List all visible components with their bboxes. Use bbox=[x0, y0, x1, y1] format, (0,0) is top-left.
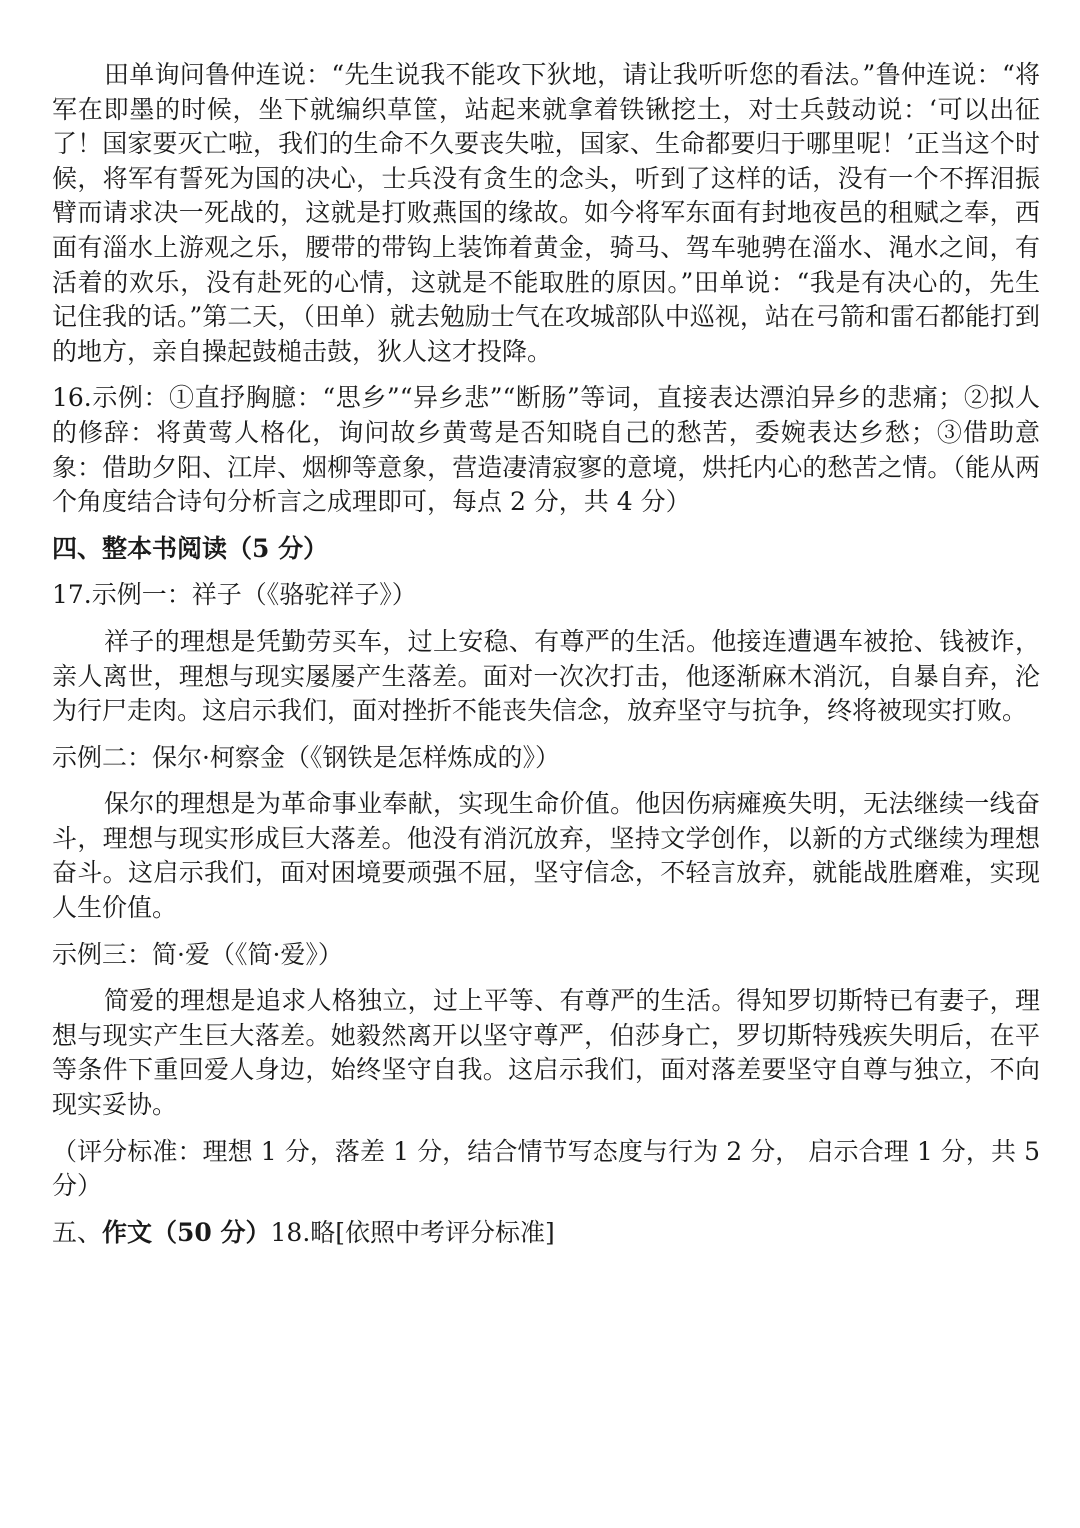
q17-example-3-body: 简爱的理想是追求人格独立，过上平等、有尊严的生活。得知罗切斯特已有妻子，理想与现实产生巨大落差。她毅然离开以坚守尊严，伯莎身亡，罗切斯特残疾失明后，在平等条件下重回爱人身边，始终坚守自我。这启示我们，面对落差要坚守自尊与独立，不向现实妥协。 bbox=[52, 986, 1040, 1120]
section-5-prefix: 五、 bbox=[52, 1217, 103, 1247]
section-5-line bbox=[52, 1216, 1040, 1251]
section-5-title: 作文（50 分） bbox=[102, 1217, 271, 1247]
q17-example-3-title: 示例三：简·爱（《简·爱》） bbox=[52, 939, 343, 969]
q17-example-1-title: 17.示例一：祥子（《骆驼祥子》） bbox=[52, 580, 417, 610]
question-16-answer: 16.示例：①直抒胸臆：“思乡”“异乡悲”“断肠”等词，直接表达漂泊异乡的悲痛；②拟人的修辞：将黄莺人格化，询问故乡黄莺是否知晓自己的愁苦，委婉表达乡愁；③借助意象：借助夕阳、江岸、烟柳等意象，营造凄清寂寥的意境，烘托内心的愁苦之情。（能从两个角度结合诗句分析言之成理即可，每点 2 分，共 4 分） bbox=[52, 383, 1040, 517]
question-18-answer: 18.略[依照中考评分标准] bbox=[270, 1217, 555, 1247]
answer-document bbox=[52, 58, 1040, 1250]
q17-example-1-body: 祥子的理想是凭勤劳买车，过上安稳、有尊严的生活。他接连遭遇车被抢、钱被诈，亲人离世，理想与现实屡屡产生落差。面对一次次打击，他逐渐麻木消沉，自暴自弃，沦为行尸走肉。这启示我们，面对挫折不能丧失信念，放弃坚守与抗争，终将被现实打败。 bbox=[52, 626, 1040, 726]
classical-translation-paragraph: 田单询问鲁仲连说：“先生说我不能攻下狄地，请让我听听您的看法。”鲁仲连说：“将军在即墨的时候，坐下就编织草筐，站起来就拿着铁锹挖土，对士兵鼓动说：‘可以出征了！国家要灭亡啦，我们的生命不久要丧失啦，国家、生命都要归于哪里呢！’正当这个时候，将军有誓死为国的决心，士兵没有贪生的念头，听到了这样的话，没有一个不挥泪振臂而请求决一死战的，这就是打败燕国的缘故。如今将军东面有封地夜邑的租赋之奉，西面有淄水上游观之乐，腰带的带钩上装饰着黄金，骑马、驾车驰骋在淄水、渑水之间，有活着的欢乐，没有赴死的心情，这就是不能取胜的原因。”田单说：“我是有决心的，先生记住我的话。”第二天，（田单）就去勉励士气在攻城部队中巡视，站在弓箭和雷石都能打到的地方，亲自操起鼓槌击鼓，狄人这才投降。 bbox=[52, 60, 1040, 366]
q17-example-2-title: 示例二：保尔·柯察金（《钢铁是怎样炼成的》） bbox=[52, 742, 560, 772]
section-4-heading: 四、整本书阅读（5 分） bbox=[52, 533, 329, 563]
q17-scoring-criteria: （评分标准：理想 1 分，落差 1 分，结合情节写态度与行为 2 分， 启示合理 1 分，共 5 分） bbox=[52, 1136, 1040, 1201]
q17-example-2-body: 保尔的理想是为革命事业奉献，实现生命价值。他因伤病瘫痪失明，无法继续一线奋斗，理想与现实形成巨大落差。他没有消沉放弃，坚持文学创作，以新的方式继续为理想奋斗。这启示我们，面对困境要顽强不屈，坚守信念，不轻言放弃，就能战胜磨难，实现人生价值。 bbox=[52, 789, 1040, 923]
